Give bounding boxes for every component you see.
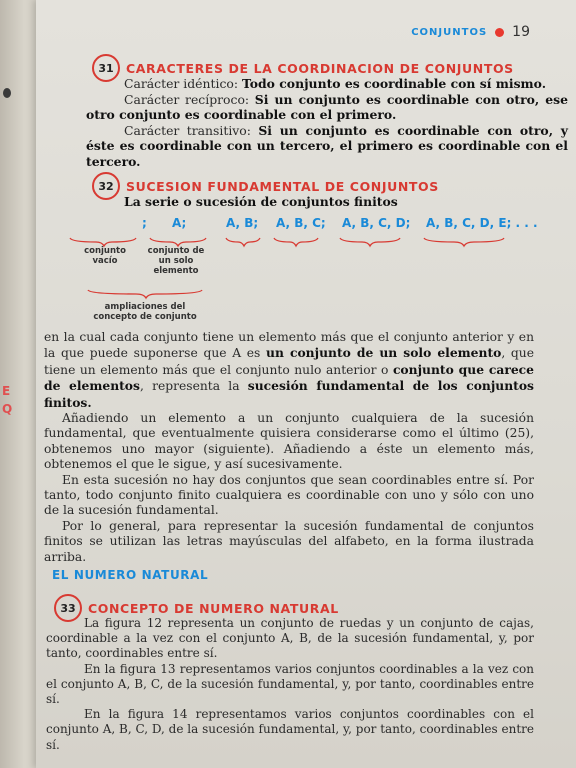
section-32-intro: La serie o sucesión de conjuntos finitos — [124, 194, 398, 209]
seq-ab: A, B; — [226, 216, 259, 230]
section-number-33: 33 — [54, 594, 82, 622]
running-header — [411, 24, 530, 40]
seq-abcde: A, B, C, D, E; . . . — [426, 216, 538, 230]
section-33-title: CONCEPTO DE NUMERO NATURAL — [88, 600, 339, 616]
section-31-title: CARACTERES DE LA COORDINACION DE CONJUNTOS — [126, 60, 514, 76]
book-page — [36, 0, 576, 768]
seq-abc: A, B, C; — [276, 216, 326, 230]
margin-letter-q: Q — [2, 402, 13, 416]
section-number-31: 31 — [92, 54, 120, 82]
paragraph: En la figura 13 representamos varios conjuntos coordinables a la vez con el conjunto A, B, C, de la sucesión fundamental, y, por tanto, coordinables entre sí. — [46, 661, 534, 707]
section-32-body: en la cual cada conjunto tiene un elemento más que el conjunto anterior y en la que puede suponerse que A es un conjunto de un solo elemento, que tiene un elemento más que el conjunto nulo anterior o conjunto que carece de elementos, representa la sucesión fundamental de los conjuntos finitos. Añadiendo un elemento a un conjunto cualquiera de la sucesión fundamental, que eventualmente quisiera considerarse como el último (25), obtenemos uno mayor (siguiente). Añadiendo a éste un elemento más, obtenemos el que le sigue, y así sucesivamente. En esta sucesión no hay dos conjuntos que sean coordinables entre sí. Por tanto, todo conjunto finito cualquiera es coordinable con uno y sólo con uno de la sucesión fundamental. Por lo general, para representar la sucesión fundamental de conjuntos finitos se utilizan las letras mayúsculas del alfabeto, en la forma ilustrada arriba. — [44, 330, 535, 564]
section-32-title: SUCESION FUNDAMENTAL DE CONJUNTOS — [126, 178, 439, 194]
seq-a: A; — [172, 216, 187, 230]
paragraph: Por lo general, para representar la sucesión fundamental de conjuntos finitos se utilizan las letras mayúsculas del alfabeto, en la forma ilustrada arriba. — [44, 518, 534, 564]
section-31-body: Carácter idéntico: Todo conjunto es coordinable con sí mismo. Carácter recíproco: Si un conjunto es coordinable con otro, ese otro conjunto es coordinable con el primero. Carácter transitivo: Si un conjunto es coordinable con otro, y éste es coordinable con un tercero, el primero es coordinable con el tercero. — [86, 76, 568, 169]
page-number: 19 — [512, 24, 530, 40]
seq-abcd: A, B, C, D; — [342, 216, 411, 230]
paragraph: Añadiendo un elemento a un conjunto cualquiera de la sucesión fundamental, que eventualmente quisiera considerarse como el último (25), obtenemos uno mayor (siguiente). Añadiendo a éste un elemento más, obtenemos el que le sigue, y así sucesivamente. — [44, 411, 534, 472]
seq-empty: ; — [142, 216, 147, 230]
binding-hole — [3, 88, 11, 98]
label-empty-set: conjunto vacío — [84, 246, 126, 266]
header-section: CONJUNTOS — [411, 26, 488, 38]
section-number-32: 32 — [92, 172, 120, 200]
paragraph: La figura 12 representa un conjunto de ruedas y un conjunto de cajas, coordinable a la vez con el conjunto A, B, de la sucesión fundamental, y, por tanto, coordinables entre sí. — [46, 616, 534, 661]
label-extension: ampliaciones del concepto de conjunto — [93, 302, 197, 322]
paragraph: En esta sucesión no hay dos conjuntos que sean coordinables entre sí. Por tanto, todo conjunto finito cualquiera es coordinable con uno y sólo con uno de la sucesión fundamental. — [44, 472, 534, 518]
paragraph: En la figura 14 representamos varios conjuntos coordinables con el conjunto A, B, C, D, de la sucesión fundamental, y, por tanto, coordinables entre sí. — [46, 707, 534, 752]
heading-numero-natural: EL NUMERO NATURAL — [52, 568, 209, 582]
label-single-element: conjunto de un solo elemento — [147, 246, 205, 276]
margin-letter-e: E — [2, 384, 11, 398]
header-dot — [495, 28, 504, 37]
section-33-body — [46, 616, 534, 753]
